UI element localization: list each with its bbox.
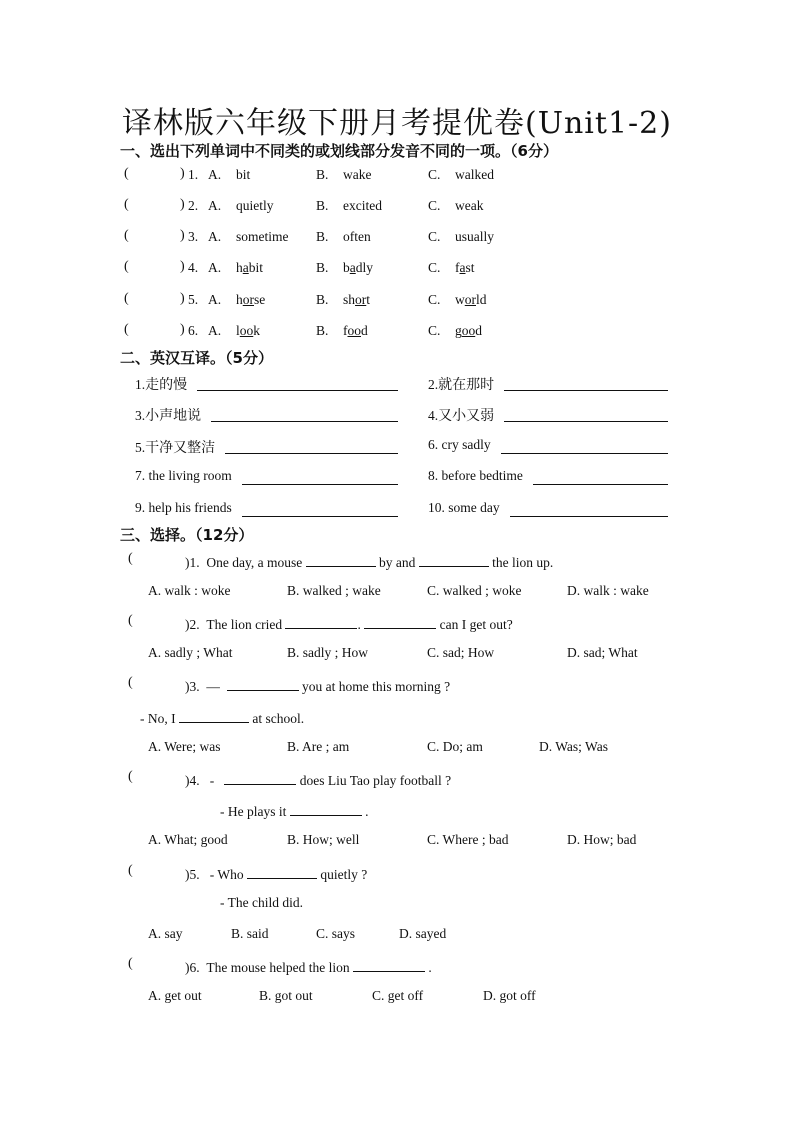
word-part: f xyxy=(455,260,460,275)
option-label: C. xyxy=(428,167,441,182)
answer-paren: ( xyxy=(124,291,129,306)
underlined-part: oo xyxy=(461,323,476,338)
question-number: 3. xyxy=(188,229,199,244)
answer-paren-close: ) xyxy=(180,259,185,274)
answer-blank[interactable] xyxy=(227,676,299,691)
question-3: )3. — you at home this morning ? xyxy=(185,676,450,695)
answer-blank[interactable] xyxy=(290,801,362,816)
underlined-part: a xyxy=(349,260,356,275)
option-label: A. xyxy=(208,229,222,244)
option-word[interactable] xyxy=(236,260,263,276)
answer-blank[interactable] xyxy=(224,770,296,785)
answer-paren: ( xyxy=(124,322,129,337)
option-label: A. xyxy=(208,167,222,182)
word-part: bit xyxy=(248,260,264,275)
option-word[interactable] xyxy=(455,323,482,339)
option-label: C. xyxy=(428,260,441,275)
option-word[interactable]: weak xyxy=(455,198,484,213)
question-6: )6. The mouse helped the lion . xyxy=(185,957,432,976)
question-1: )1. One day, a mouse by and the lion up. xyxy=(185,552,553,571)
answer-blank[interactable] xyxy=(197,389,398,391)
word-part: sh xyxy=(343,292,356,307)
item-text: 又小又弱 xyxy=(438,408,495,424)
item-number: 2. xyxy=(428,377,439,392)
answer-paren-close: ) xyxy=(180,166,185,181)
translation-item xyxy=(428,468,523,484)
item-number: 5. xyxy=(135,440,146,455)
word-part: t xyxy=(366,292,371,307)
option-word[interactable] xyxy=(343,292,370,308)
item-text: 走的慢 xyxy=(145,377,188,393)
worksheet-page: 译林版六年级下册月考提优卷(Unit1-2) 一、选出下列单词中不同类的或划线部分发音不同的一项。（6分） ( ) 1. A. bit B. wake C. walked ( ) 2. A. quietly B. excited C. weak ( ) 3. A. sometime B. often C. usually ( ) 4. A. habit B. badly C. fast ( ) 5. A. horse B. short C. world ( ) 6. A. look B. food C. good 二、英汉互译。（5分） 1.走的慢 2.就在那时 3.小声地说 4.又小又弱 5.干净又整洁 6. cry sadly 7. the living room 8. before bedtime 9. help his friends 10. some day 三、选择。（12分） ( )1. One day, a mouse by and the lion up. A. walk : woke B. walked ; wake C. walked ; woke D. walk : wake ( )2. The lion cried . can I get out? A. sadly ; What B. sadly ; How C. sad; How D. sad; What ( )3. — you at home this morning ? - No, I at school. A. Were; was B. Are ; am C. Do; am D. Was; Was ( )4. - does Liu Tao play football ? - He plays it . A. What; good B. How; well C. Where ; bad D. How; bad ( )5. - Who quietly ? - The child did. A. say B. said C. says D. sayed ( )6. The mouse helped the lion . A. get out B. got out C. get off D. got off xyxy=(0,0,794,1123)
translation-item xyxy=(428,437,491,453)
answer-blank[interactable] xyxy=(306,552,376,567)
section3-heading: 三、选择。（12分） xyxy=(120,526,254,544)
option-word[interactable]: walked xyxy=(455,167,494,182)
section2-heading: 二、英汉互译。（5分） xyxy=(120,349,273,367)
translation-item xyxy=(428,405,494,425)
underlined-part: or xyxy=(242,292,254,307)
item-text: before bedtime xyxy=(441,468,523,483)
option-label: A. xyxy=(208,198,222,213)
item-number: 8. xyxy=(428,468,439,483)
answer-paren: ( xyxy=(128,613,133,628)
underlined-part: oo xyxy=(347,323,361,338)
item-text: some day xyxy=(448,500,500,515)
question-4: )4. - does Liu Tao play football ? xyxy=(185,770,451,789)
answer-blank[interactable] xyxy=(510,515,668,517)
option-label: C. xyxy=(428,323,441,338)
item-number: 3. xyxy=(135,408,146,423)
option-word[interactable]: quietly xyxy=(236,198,274,213)
translation-item xyxy=(428,500,500,516)
option-word[interactable] xyxy=(343,323,368,339)
answer-blank[interactable] xyxy=(242,483,398,485)
answer-blank[interactable] xyxy=(211,420,398,422)
word-part: d xyxy=(361,323,368,338)
translation-item xyxy=(135,437,215,457)
item-text: 就在那时 xyxy=(438,377,495,393)
item-text: help his friends xyxy=(148,500,232,515)
answer-blank[interactable] xyxy=(533,483,668,485)
answer-paren: ( xyxy=(124,197,129,212)
answer-blank[interactable] xyxy=(247,864,317,879)
word-part: w xyxy=(455,292,465,307)
option-label: B. xyxy=(316,292,329,307)
item-text: the living room xyxy=(148,468,232,483)
word-part: dly xyxy=(355,260,374,275)
option-label: B. xyxy=(316,198,329,213)
item-text: 小声地说 xyxy=(145,408,202,424)
option-label: C. xyxy=(428,292,441,307)
word-part: st xyxy=(465,260,475,275)
option-word[interactable]: usually xyxy=(455,229,494,244)
item-number: 4. xyxy=(428,408,439,423)
answer-blank[interactable] xyxy=(242,515,398,517)
answer-paren: ( xyxy=(124,228,129,243)
answer-paren: ( xyxy=(128,863,133,878)
question-3-reply: - No, I at school. xyxy=(140,708,304,727)
item-text: 干净又整洁 xyxy=(145,440,216,456)
option-label: A. xyxy=(208,292,222,307)
word-part: h xyxy=(236,260,243,275)
word-part: g xyxy=(455,323,462,338)
item-text: cry sadly xyxy=(441,437,491,452)
option-word[interactable]: sometime xyxy=(236,229,289,244)
question-number: 6. xyxy=(188,323,199,338)
word-part: ld xyxy=(476,292,487,307)
option-word[interactable] xyxy=(455,260,475,276)
answer-paren: ( xyxy=(128,769,133,784)
underlined-part: a xyxy=(242,260,249,275)
underlined-part: oo xyxy=(239,323,254,338)
answer-paren: ( xyxy=(124,259,129,274)
option-word[interactable] xyxy=(343,260,373,276)
word-part: k xyxy=(253,323,261,338)
item-number: 6. xyxy=(428,437,439,452)
option-word[interactable] xyxy=(455,292,487,308)
answer-blank[interactable] xyxy=(501,452,668,454)
word-part: h xyxy=(236,292,243,307)
word-part: d xyxy=(475,323,482,338)
answer-blank[interactable] xyxy=(419,552,489,567)
translation-item xyxy=(135,500,232,516)
question-number: 1. xyxy=(188,167,199,182)
underlined-part: a xyxy=(459,260,466,275)
option-label: B. xyxy=(316,229,329,244)
answer-blank[interactable] xyxy=(504,389,668,391)
answer-paren-close: ) xyxy=(180,322,185,337)
translation-item xyxy=(135,374,187,394)
question-5: )5. - Who quietly ? xyxy=(185,864,367,883)
question-2: )2. The lion cried . can I get out? xyxy=(185,614,513,633)
option-label: C. xyxy=(428,198,441,213)
item-number: 1. xyxy=(135,377,146,392)
answer-paren: ( xyxy=(128,675,133,690)
word-part: b xyxy=(343,260,350,275)
option-word[interactable]: bit xyxy=(236,167,251,182)
word-part: se xyxy=(254,292,266,307)
item-number: 10. xyxy=(428,500,445,515)
option-word[interactable]: excited xyxy=(343,198,382,213)
answer-paren-close: ) xyxy=(180,291,185,306)
underlined-part: or xyxy=(464,292,476,307)
question-number: 5. xyxy=(188,292,199,307)
answer-paren: ( xyxy=(128,551,133,566)
question-5-reply: - The child did. xyxy=(220,895,303,910)
answer-paren-close: ) xyxy=(180,197,185,212)
item-number: 7. xyxy=(135,468,146,483)
answer-paren: ( xyxy=(128,956,133,971)
word-part: f xyxy=(343,323,348,338)
option-word[interactable]: often xyxy=(343,229,371,244)
answer-blank[interactable] xyxy=(225,452,398,454)
option-label: B. xyxy=(316,260,329,275)
option-label: A. xyxy=(208,323,222,338)
section1-heading: 一、选出下列单词中不同类的或划线部分发音不同的一项。（6分） xyxy=(120,142,558,160)
underlined-part: or xyxy=(355,292,367,307)
item-number: 9. xyxy=(135,500,146,515)
translation-item xyxy=(428,374,494,394)
translation-item xyxy=(135,468,232,484)
word-part: l xyxy=(236,323,240,338)
option-word[interactable] xyxy=(236,292,265,308)
option-label: C. xyxy=(428,229,441,244)
translation-item xyxy=(135,405,201,425)
answer-blank[interactable] xyxy=(364,614,436,629)
option-word[interactable] xyxy=(236,323,260,339)
answer-blank[interactable] xyxy=(179,708,249,723)
answer-blank[interactable] xyxy=(504,420,668,422)
option-label: B. xyxy=(316,167,329,182)
option-label: B. xyxy=(316,323,329,338)
page-title: 译林版六年级下册月考提优卷(Unit1-2) xyxy=(122,106,672,141)
option-word[interactable]: wake xyxy=(343,167,372,182)
question-4-reply: - He plays it . xyxy=(220,801,369,820)
question-number: 2. xyxy=(188,198,199,213)
option-label: A. xyxy=(208,260,222,275)
answer-paren: ( xyxy=(124,166,129,181)
answer-blank[interactable] xyxy=(353,957,425,972)
question-number: 4. xyxy=(188,260,199,275)
answer-blank[interactable] xyxy=(285,614,357,629)
answer-paren-close: ) xyxy=(180,228,185,243)
